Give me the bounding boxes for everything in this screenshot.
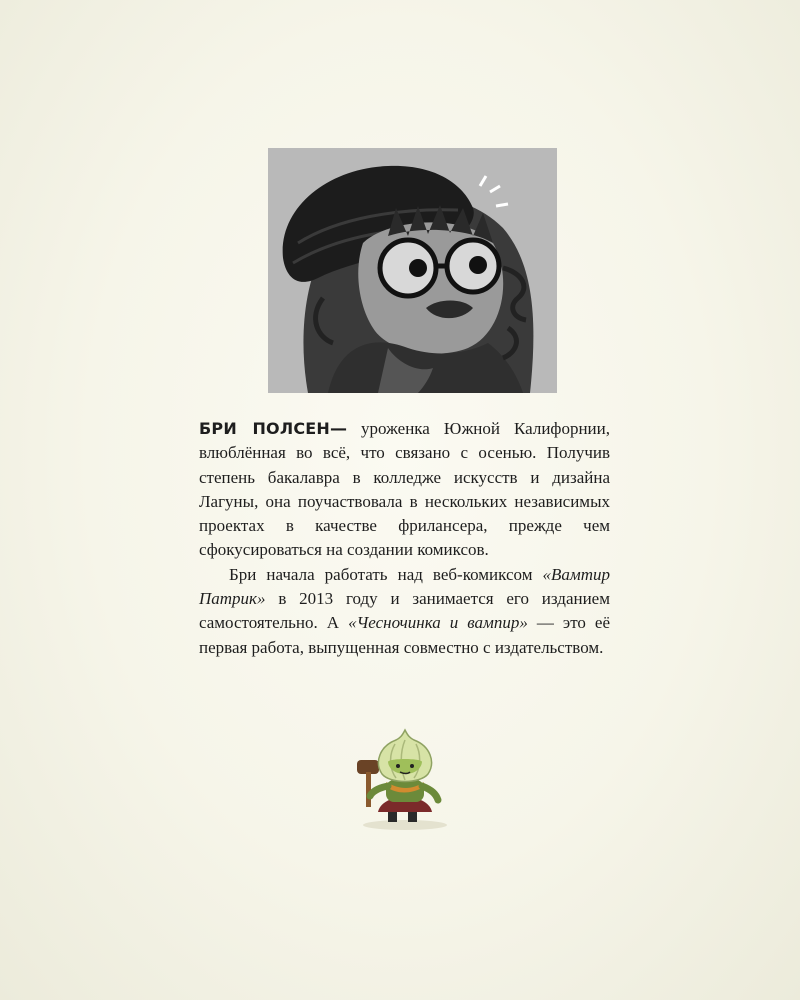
author-name: БРИ ПОЛСЕН xyxy=(199,419,331,438)
bio-paragraph-1-text: уроженка Южной Калифорнии, влюблённая во всё, что связано с осенью. Получив степень бакалавра в колледже искусств и дизайна Лагуны, она поучаствовала в нескольких независимых проектах в качестве фрилансера, прежде чем сфокусироваться на создании комиксов. xyxy=(199,419,610,560)
book-title-vampire-patrick: «Вамтир Патрик» xyxy=(199,564,610,609)
bio-text: Бри начала работать над веб-комиксом xyxy=(229,564,543,584)
bio-dash: — xyxy=(330,419,348,439)
author-portrait xyxy=(268,148,557,393)
bio-paragraph-2 xyxy=(199,563,610,660)
bio-paragraph-1 xyxy=(199,417,610,563)
bio-text: в 2013 году и занимается его изданием самостоятельно. А xyxy=(199,589,610,633)
bio-text: — это её первая работа, выпущенная совместно с издательством. xyxy=(199,613,611,657)
author-bio xyxy=(199,417,610,660)
book-title-garlic-and-vampire: «Чесночинка и вампир» xyxy=(348,613,528,633)
garlic-mascot-illustration xyxy=(350,722,460,832)
